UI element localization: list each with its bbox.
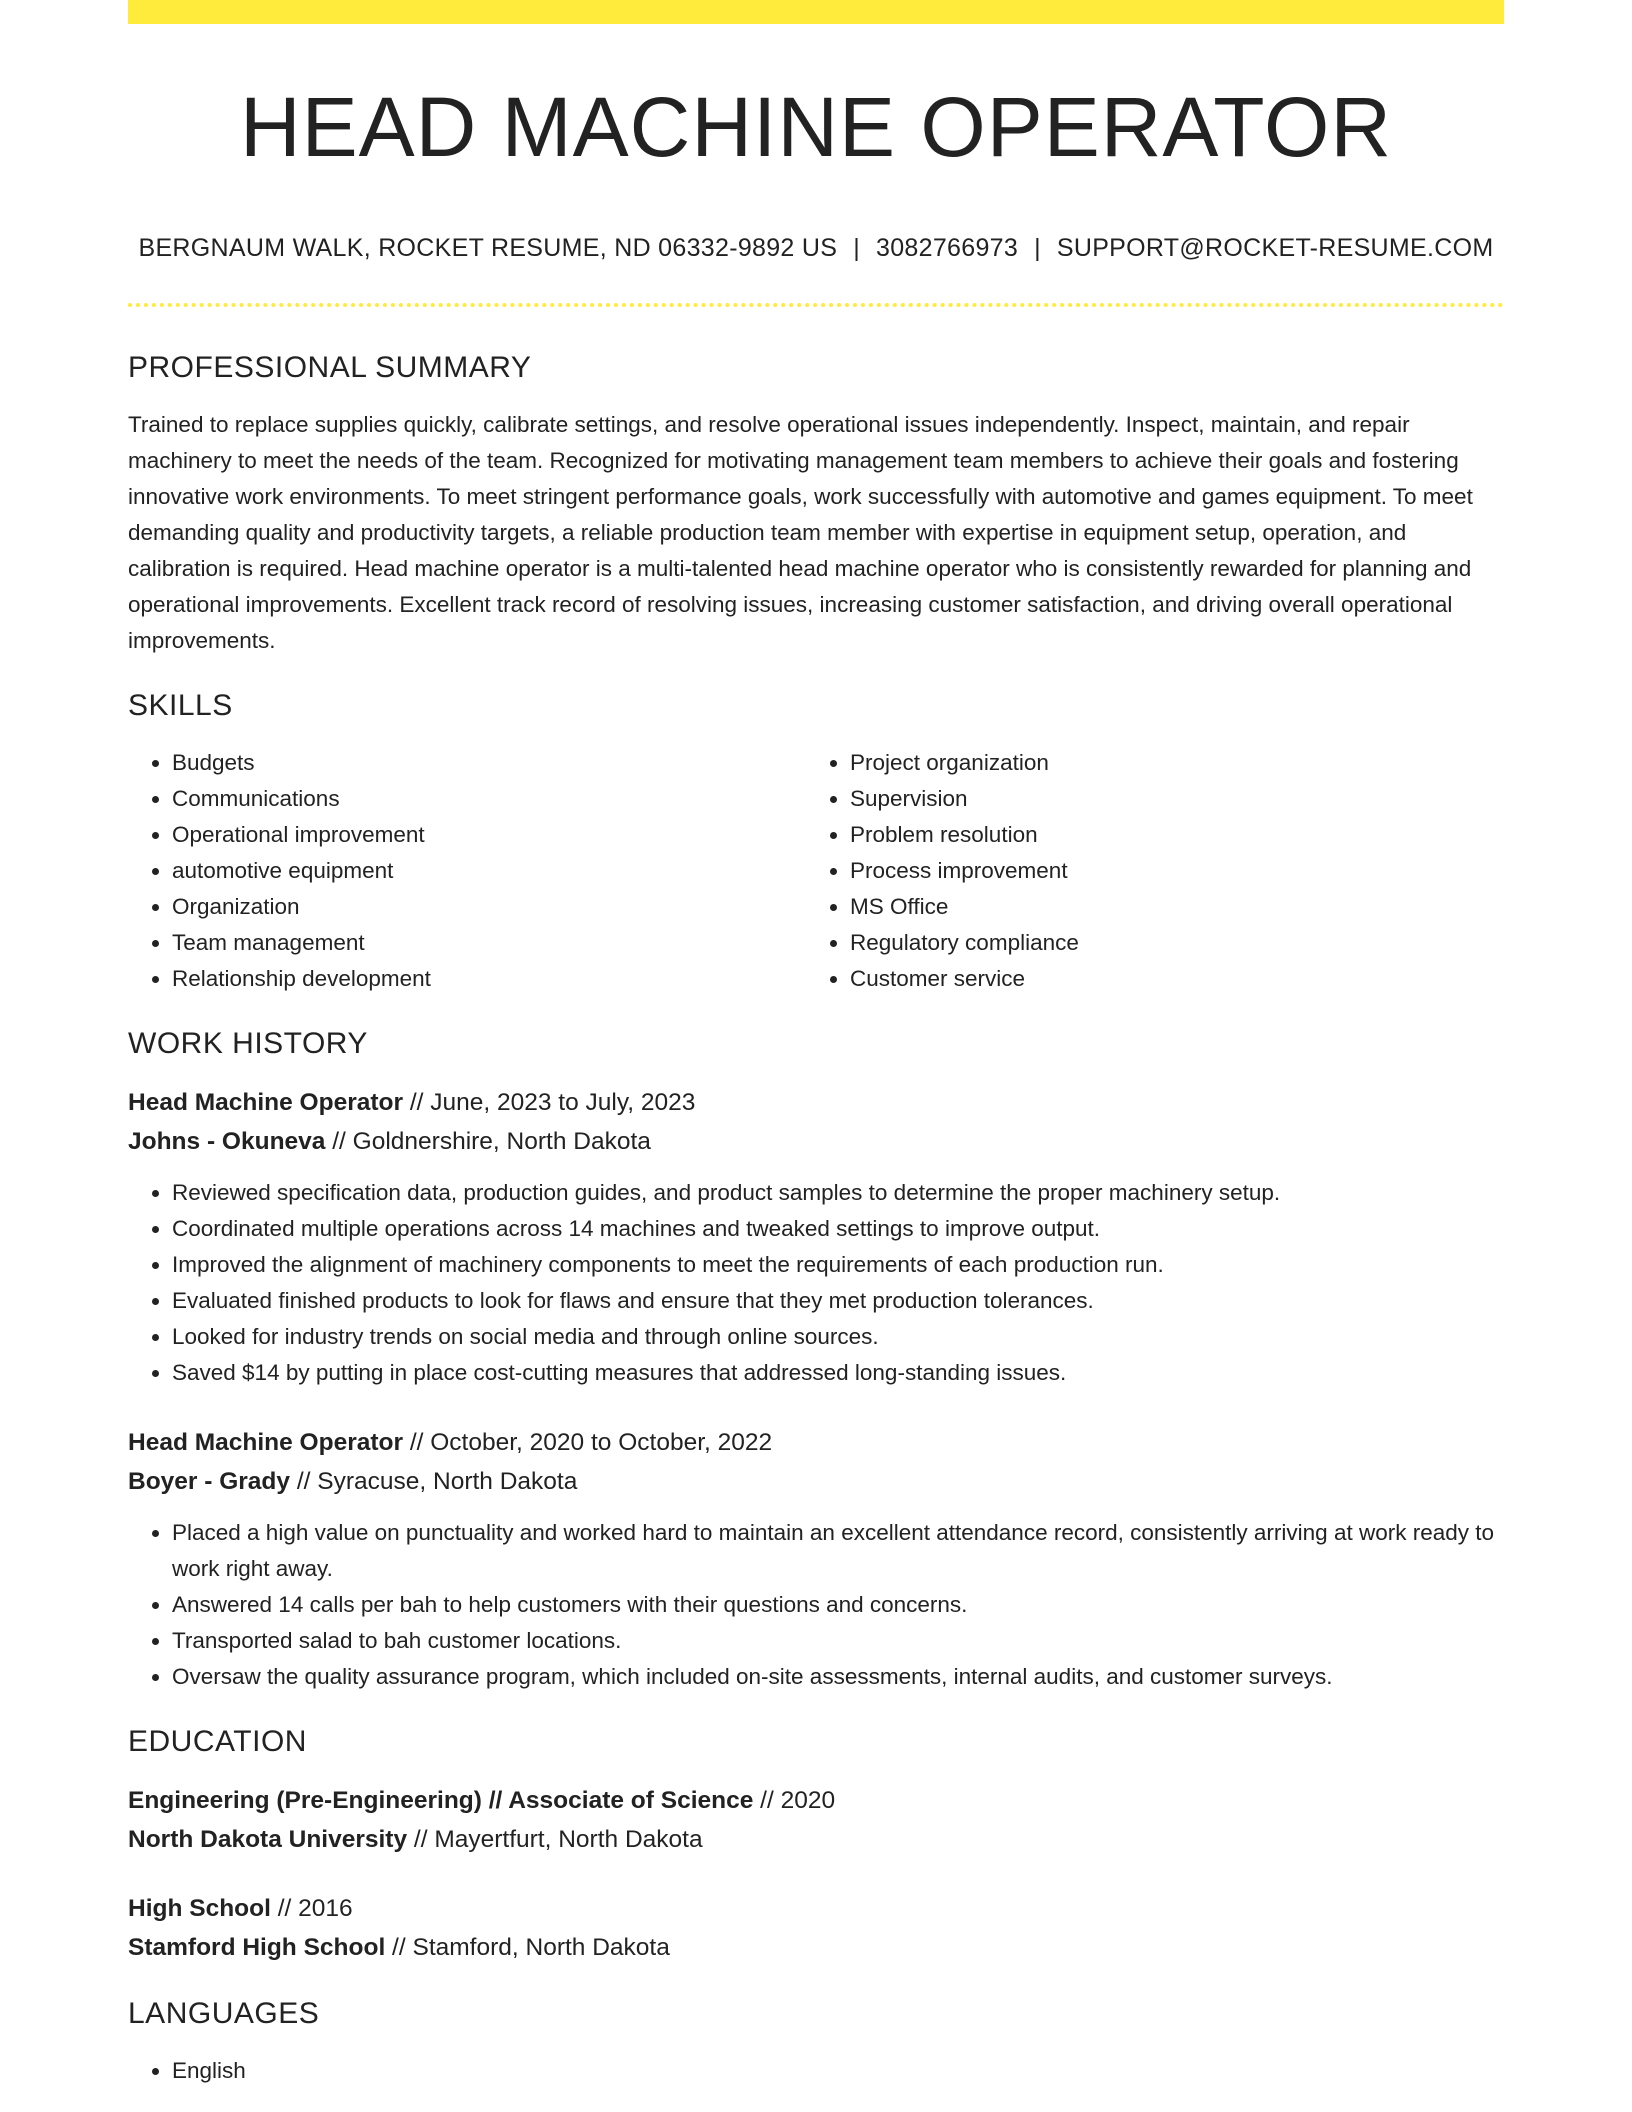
job-location: Syracuse, North Dakota — [317, 1467, 578, 1495]
summary-text: Trained to replace supplies quickly, calibrate settings, and resolve operational issues independently. Inspect, maintain, and repair machinery to meet the needs of the team. Recognized for motivating management team members to achieve their goals and fostering innovative work environments. To meet stringent performance goals, work successfully with automotive and games equipment. To meet demanding quality and productivity targets, a reliable production team member with expertise in equipment setup, operation, and calibration is required. Head machine operator is a multi-talented head machine operator who is consistently rewarded for planning and operational improvements. Excellent track record of resolving issues, increasing customer satisfaction, and driving overall operational improvements. — [128, 411, 1473, 653]
education-degree: High School — [128, 1894, 271, 1922]
skill-item: • automotive equipment — [172, 853, 806, 889]
contact-email: SUPPORT@ROCKET-RESUME.COM — [1056, 233, 1494, 262]
field-separator: // — [753, 1786, 781, 1814]
education-school: Stamford High School — [128, 1933, 386, 1961]
education-location: Stamford, North Dakota — [412, 1933, 670, 1961]
resume-title: HEAD MACHINE OPERATOR — [239, 80, 1393, 174]
skill-item: • Relationship development — [172, 961, 806, 997]
field-separator: // — [403, 1428, 431, 1456]
skill-item: • Customer service — [850, 961, 1484, 997]
skill-item: • Regulatory compliance — [850, 925, 1484, 961]
job-role: Head Machine Operator — [128, 1088, 404, 1116]
contact-phone: 3082766973 — [876, 233, 1019, 262]
resume-page — [128, 0, 1504, 2089]
job-entry — [128, 1423, 1504, 1695]
education-location: Mayertfurt, North Dakota — [434, 1825, 703, 1853]
contact-line — [128, 234, 1504, 263]
job-bullet: • Transported salad to bah customer locations. — [172, 1623, 1504, 1659]
job-bullet: • Oversaw the quality assurance program, which included on-site assessments, internal audits, and customer surveys. — [172, 1659, 1504, 1695]
job-role-line — [128, 1423, 1504, 1462]
education-degree-line — [128, 1781, 1504, 1820]
job-bullet: • Answered 14 calls per bah to help customers with their questions and concerns. — [172, 1587, 1504, 1623]
education-degree-line — [128, 1889, 1504, 1928]
languages-list — [128, 2053, 1504, 2089]
job-bullet: • Improved the alignment of machinery components to meet the requirements of each production run. — [172, 1247, 1504, 1283]
education-year: 2016 — [298, 1894, 353, 1922]
dotted-divider — [128, 303, 1504, 307]
job-company-line — [128, 1462, 1504, 1501]
summary-heading: PROFESSIONAL SUMMARY — [128, 350, 532, 384]
skill-item: • Communications — [172, 781, 806, 817]
job-location: Goldnershire, North Dakota — [352, 1127, 651, 1155]
education-school: North Dakota University — [128, 1825, 408, 1853]
skill-item: • Organization — [172, 889, 806, 925]
skill-item: • Supervision — [850, 781, 1484, 817]
job-company: Boyer - Grady — [128, 1467, 291, 1495]
job-bullet: • Placed a high value on punctuality and worked hard to maintain an excellent attendance record, consistently arriving at work ready to work right away. — [172, 1515, 1504, 1587]
education-entry — [128, 1889, 1504, 1967]
language-item: • English — [172, 2053, 1504, 2089]
job-entry — [128, 1083, 1504, 1391]
job-bullet: • Reviewed specification data, production guides, and product samples to determine the proper machinery setup. — [172, 1175, 1504, 1211]
job-company: Johns - Okuneva — [128, 1127, 326, 1155]
education-school-line — [128, 1820, 1504, 1859]
skills-list-left — [128, 745, 806, 997]
work-history-heading: WORK HISTORY — [128, 1026, 368, 1060]
languages-heading: LANGUAGES — [128, 1996, 320, 2030]
accent-top-bar — [128, 0, 1504, 24]
job-bullet: • Looked for industry trends on social media and through online sources. — [172, 1319, 1504, 1355]
skill-item: • Project organization — [850, 745, 1484, 781]
job-bullet: • Evaluated finished products to look for flaws and ensure that they met production tolerances. — [172, 1283, 1504, 1319]
job-dates: October, 2020 to October, 2022 — [430, 1428, 773, 1456]
education-year: 2020 — [780, 1786, 836, 1814]
skill-item: • Process improvement — [850, 853, 1484, 889]
field-separator: // — [290, 1467, 318, 1495]
skills-list-right — [806, 745, 1484, 997]
contact-address: BERGNAUM WALK, ROCKET RESUME, ND 06332-9892 US — [138, 233, 838, 262]
job-bullet: • Saved $14 by putting in place cost-cutting measures that addressed long-standing issues. — [172, 1355, 1504, 1391]
field-separator: // — [407, 1825, 435, 1853]
field-separator: // — [325, 1127, 353, 1155]
job-bullet-list — [128, 1515, 1504, 1695]
skill-item: • Team management — [172, 925, 806, 961]
job-role: Head Machine Operator — [128, 1428, 404, 1456]
job-bullet-list — [128, 1175, 1504, 1391]
education-entry — [128, 1781, 1504, 1859]
field-separator: // — [270, 1894, 299, 1922]
education-heading: EDUCATION — [128, 1724, 307, 1758]
field-separator: // — [385, 1933, 413, 1961]
job-bullet: • Coordinated multiple operations across 14 machines and tweaked settings to improve output. — [172, 1211, 1504, 1247]
job-role-line — [128, 1083, 1504, 1122]
skill-item: • Budgets — [172, 745, 806, 781]
skills-grid — [128, 745, 1504, 997]
field-separator: // — [403, 1088, 431, 1116]
skills-heading: SKILLS — [128, 688, 233, 722]
skill-item: • Operational improvement — [172, 817, 806, 853]
education-degree: Engineering (Pre-Engineering) // Associate of Science — [128, 1786, 754, 1814]
job-company-line — [128, 1122, 1504, 1161]
contact-separator: | — [853, 233, 861, 262]
contact-separator: | — [1034, 233, 1041, 262]
job-dates: June, 2023 to July, 2023 — [430, 1088, 696, 1116]
skill-item: • Problem resolution — [850, 817, 1484, 853]
skill-item: • MS Office — [850, 889, 1484, 925]
education-school-line — [128, 1928, 1504, 1967]
